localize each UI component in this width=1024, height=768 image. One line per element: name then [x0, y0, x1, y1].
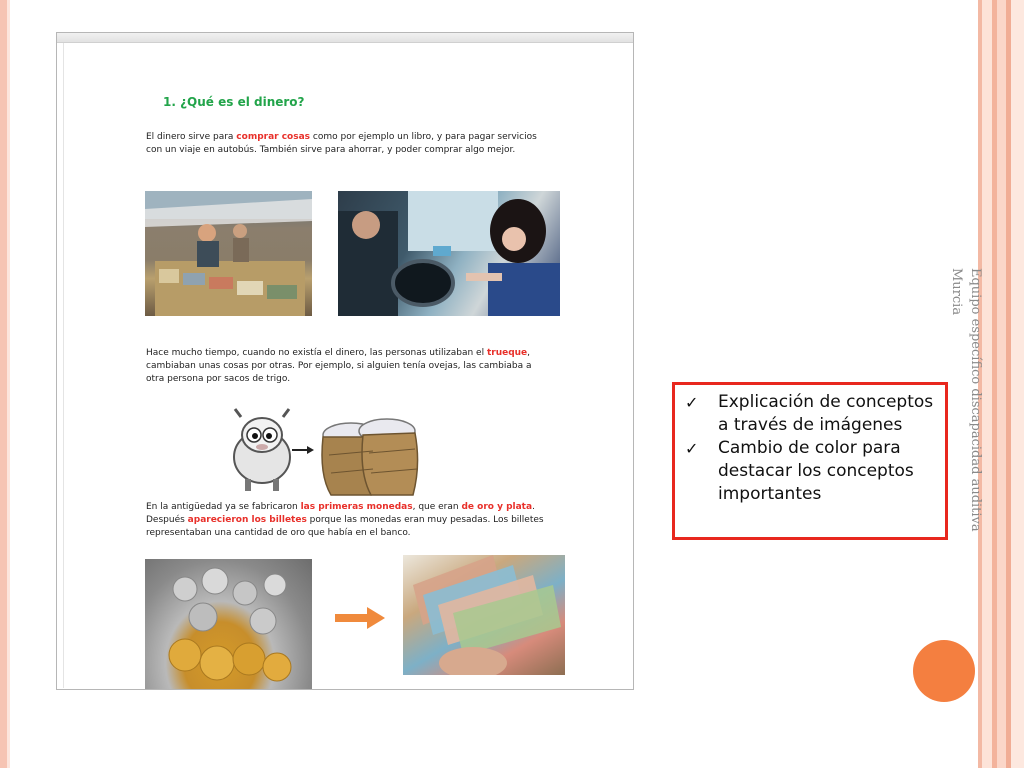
checkmark-icon: ✓	[685, 439, 699, 458]
highlight-bills-appeared: aparecieron los billetes	[187, 515, 307, 525]
paragraph-coins-bills: En la antigüedad ya se fabricaron las primeras monedas, que eran de oro y plata. Después aparecieron los billetes porque las monedas eran muy pesadas. Los billetes representaban una cantidad de oro que había en el banco.	[146, 502, 544, 538]
vertical-footer-text	[941, 268, 985, 588]
left-decorative-bar-inner	[7, 0, 10, 768]
arrow-right-icon	[292, 445, 314, 455]
callout-box	[672, 382, 948, 540]
document-margin-line	[63, 43, 64, 688]
sheep-icon	[227, 405, 297, 493]
highlight-barter: trueque	[486, 348, 528, 358]
market-photo	[145, 191, 312, 316]
document-top-border	[57, 33, 633, 43]
orange-decorative-circle	[913, 640, 975, 702]
footer-line-city: Murcia	[949, 268, 964, 316]
highlight-first-coins: las primeras monedas	[300, 502, 413, 512]
paragraph-money-purpose: El dinero sirve para comprar cosas como por ejemplo un libro, y para pagar servicios con un viaje en autobús. También sirve para ahorrar, y poder comprar algo mejor.	[146, 132, 537, 155]
callout-item: ✓ Explicación de conceptos a través de imágenes	[685, 392, 934, 435]
footer-line-team: Equipo específico discapacidad auditiva	[968, 268, 983, 532]
bills-photo	[403, 555, 565, 675]
orange-arrow-icon	[335, 607, 385, 629]
left-decorative-bar	[0, 0, 7, 768]
callout-item: ✓ Cambio de color para destacar los conceptos importantes	[685, 438, 914, 504]
bus-photo	[338, 191, 560, 316]
highlight-gold-silver: de oro y plata	[461, 502, 533, 512]
document-section-title: 1. ¿Qué es el dinero?	[163, 95, 305, 109]
checkmark-icon: ✓	[685, 393, 699, 412]
callout-list	[675, 385, 945, 506]
document-snapshot	[56, 32, 634, 690]
wheat-sacks-icon	[315, 415, 423, 497]
highlight-buy-things: comprar cosas	[236, 132, 311, 142]
coins-photo	[145, 559, 312, 689]
paragraph-barter: Hace mucho tiempo, cuando no existía el dinero, las personas utilizaban el trueque, cambiaban unas cosas por otras. Por ejemplo, si alguien tenía ovejas, las cambiaba a otra persona por sacos de trigo.	[146, 348, 532, 384]
